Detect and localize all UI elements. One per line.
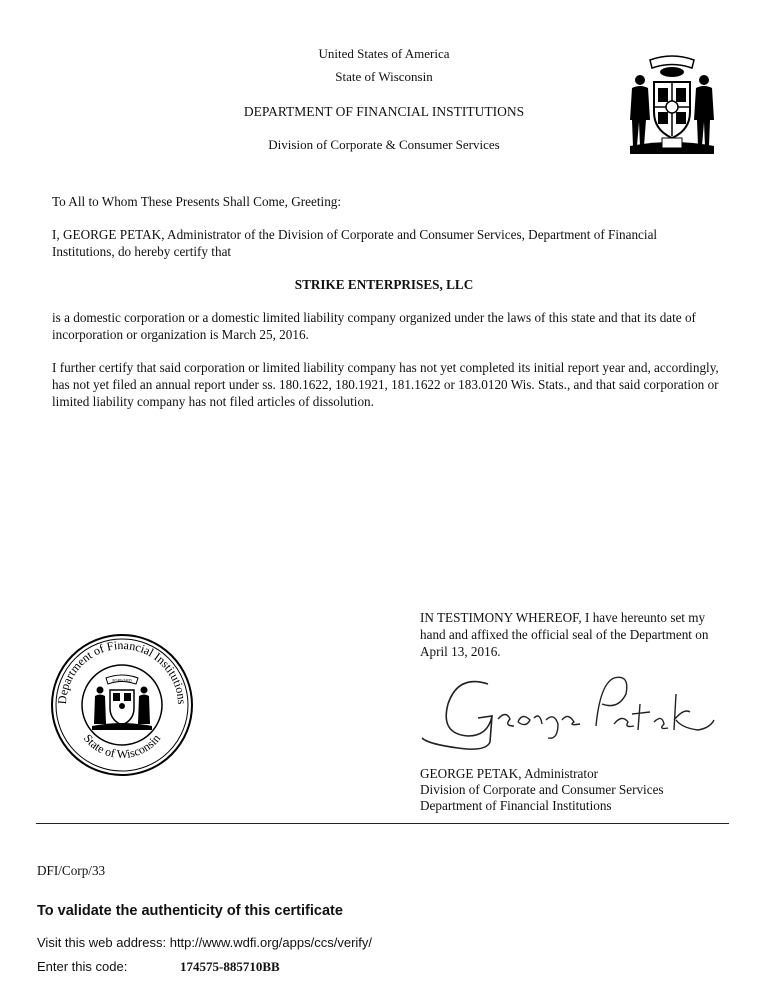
annual-report-paragraph: I further certify that said corporation or limited liability company has not yet completed its initial report year and, accordingly, has not yet filed an annual report under ss. 180.1622, 180.1921, 181.1622 or 183.0120 Wis. Stats., and that said corporation or limited liability company has not filed articles of dissolution.	[52, 360, 719, 409]
seal-banner-text: FORWARD	[112, 678, 132, 683]
seal-ring-top-text: Department of Financial Institutions	[54, 637, 190, 705]
form-id: DFI/Corp/33	[37, 863, 106, 878]
header-state: State of Wisconsin	[335, 69, 433, 84]
signatory-division: Division of Corporate and Consumer Services	[420, 782, 664, 797]
wisconsin-coat-of-arms-icon	[622, 50, 722, 160]
enter-code-label: Enter this code:	[37, 959, 128, 974]
header-division: Division of Corporate & Consumer Services	[268, 137, 500, 152]
verification-code: 174575-885710BB	[180, 959, 280, 974]
signatory-department: Department of Financial Institutions	[420, 798, 612, 813]
signatory-name-title: GEORGE PETAK, Administrator	[420, 766, 599, 781]
department-seal-icon	[48, 630, 196, 780]
incorporation-paragraph: is a domestic corporation or a domestic limited liability company organized under the laws of this state and that its date of incorporation or organization is March 25, 2016.	[52, 310, 696, 342]
greeting: To All to Whom These Presents Shall Come, Greeting:	[52, 194, 342, 209]
header-country: United States of America	[318, 46, 450, 61]
validate-heading: To validate the authenticity of this certificate	[37, 903, 343, 919]
signature-handwriting-text: George Petak	[418, 664, 424, 665]
seal-ring-bottom-text: State of Wisconsin	[80, 731, 164, 762]
certify-intro: I, GEORGE PETAK, Administrator of the Division of Corporate and Consumer Services, Department of Financial Institutions, do hereby certify that	[52, 227, 658, 259]
verify-url-text: Visit this web address: http://www.wdfi.org/apps/ccs/verify/	[37, 935, 373, 950]
testimony-text: IN TESTIMONY WHEREOF, I have hereunto set my hand and affixed the official seal of the Department on April 13, 2016.	[420, 610, 709, 659]
footer-divider	[36, 823, 729, 824]
handwritten-signature	[418, 664, 718, 754]
header-department: DEPARTMENT OF FINANCIAL INSTITUTIONS	[243, 104, 525, 119]
entity-name: STRIKE ENTERPRISES, LLC	[294, 277, 474, 292]
